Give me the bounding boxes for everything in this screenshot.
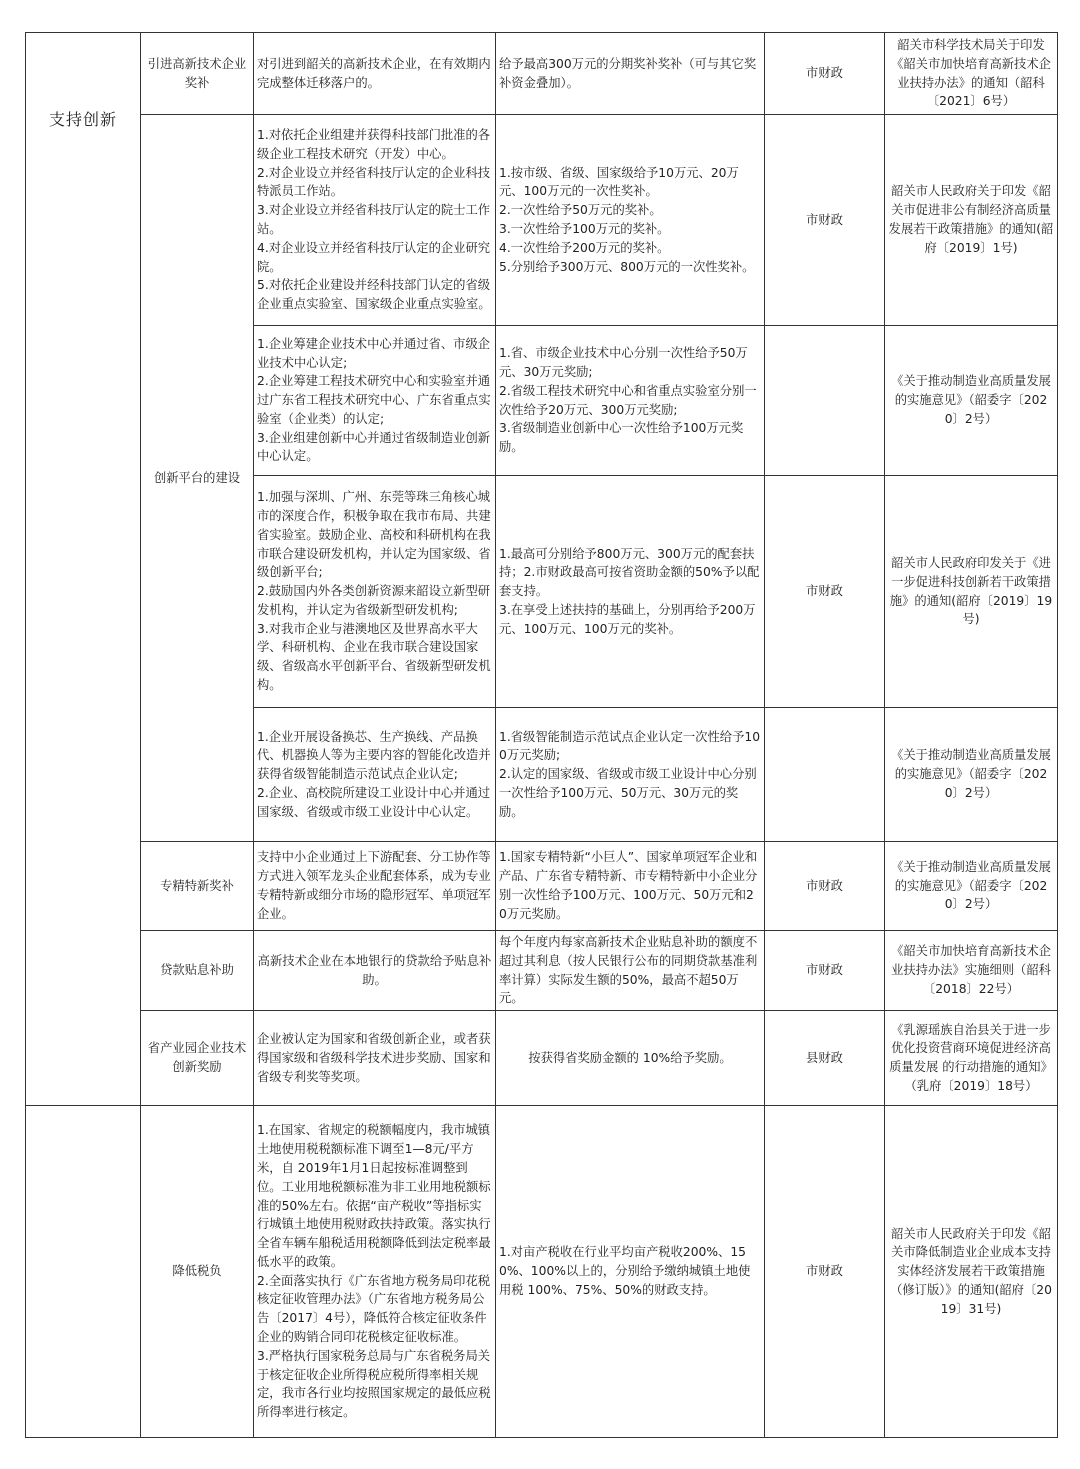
table-row — [26, 115, 1058, 326]
conditions-cell: 1.对依托企业组建并获得科技部门批准的各级企业工程技术研究（开发）中心。 2.对企业设立并经省科技厅认定的企业科技特派员工作站。 3.对企业设立并经省科技厅认定的院士工作站。 4.对企业设立并经省科技厅认定的企业研究院。 5.对依托企业建设并经科技部门认定的省级企业重点实验室、国家级企业重点实验室。 — [254, 115, 496, 326]
category-cell — [26, 1106, 141, 1438]
table-row — [26, 931, 1058, 1011]
conditions-cell: 高新技术企业在本地银行的贷款给予贴息补助。 — [254, 931, 496, 1011]
conditions-cell: 企业被认定为国家和省级创新企业，或者获得国家级和省级科学技术进步奖励、国家和省级专利奖等奖项。 — [254, 1011, 496, 1106]
item-cell: 降低税负 — [141, 1106, 254, 1438]
item-cell: 专精特新奖补 — [141, 842, 254, 931]
item-cell: 省产业园企业技术创新奖励 — [141, 1011, 254, 1106]
table-row — [26, 1106, 1058, 1438]
basis-cell: 《韶关市加快培育高新技术企业扶持办法》实施细则（韶科〔2018〕22号） — [885, 931, 1058, 1011]
category-cell: 支持创新 — [26, 33, 141, 1106]
standard-cell: 1.按市级、省级、国家级给予10万元、20万元、100万元的一次性奖补。 2.一次性给予50万元的奖补。 3.一次性给予100万元的奖补。 4.一次性给予200万元的奖补。 5.分别给予300万元、800万元的一次性奖补。 — [496, 115, 765, 326]
conditions-cell: 1.企业开展设备换芯、生产换线、产品换代、机器换人等为主要内容的智能化改造并获得省级智能制造示范试点企业认定; 2.企业、高校院所建设工业设计中心并通过国家级、省级或市级工业设计中心认定。 — [254, 708, 496, 842]
department-cell: 县财政 — [765, 1011, 885, 1106]
basis-cell: 韶关市科学技术局关于印发《韶关市加快培育高新技术企业扶持办法》的通知（韶科〔2021〕6号） — [885, 33, 1058, 115]
basis-cell: 《关于推动制造业高质量发展的实施意见》（韶委字〔2020〕2号） — [885, 326, 1058, 476]
conditions-cell: 1.加强与深圳、广州、东莞等珠三角核心城市的深度合作，积极争取在我市布局、共建省实验室。鼓励企业、高校和科研机构在我市联合建设研发机构，并认定为国家级、省级创新平台; 2.鼓励国内外各类创新资源来韶设立新型研发机构，并认定为省级新型研发机构; 3.对我市企业与港澳地区及世界高水平大学、科研机构、企业在我市联合建设国家级、省级高水平创新平台、省级新型研发机构。 — [254, 476, 496, 708]
department-cell — [765, 708, 885, 842]
conditions-cell: 对引进到韶关的高新技术企业，在有效期内完成整体迁移落户的。 — [254, 33, 496, 115]
basis-cell: 韶关市人民政府关于印发《韶关市促进非公有制经济高质量发展若干政策措施》的通知(韶府〔2019〕1号) — [885, 115, 1058, 326]
item-cell: 创新平台的建设 — [141, 115, 254, 842]
department-cell — [765, 326, 885, 476]
basis-cell: 韶关市人民政府印发关于《进一步促进科技创新若干政策措施》的通知(韶府〔2019〕19号) — [885, 476, 1058, 708]
conditions-cell: 1.在国家、省规定的税额幅度内，我市城镇土地使用税税额标准下调至1—8元/平方米，自 2019年1月1日起按标准调整到位。工业用地税额标准为非工业用地税额标准的50%左右。依据“亩产税收”等指标实行城镇土地使用税财政扶持政策。落实执行全省车辆车船税适用税额降低到法定税率最低水平的政策。 2.全面落实执行《广东省地方税务局印花税核定征收管理办法》（广东省地方税务局公告〔2017〕4号），降低符合核定征收条件企业的购销合同印花税核定征收标准。 3.严格执行国家税务总局与广东省税务局关于核定征收企业所得税应税所得率相关规定，我市各行业均按照国家规定的最低应税所得率进行核定。 — [254, 1106, 496, 1438]
table-row — [26, 1011, 1058, 1106]
standard-cell: 1.最高可分别给予800万元、300万元的配套扶持；2.市财政最高可按省资助金额的50%予以配套支持。 3.在享受上述扶持的基础上，分别再给予200万元、100万元、100万元的奖补。 — [496, 476, 765, 708]
item-cell: 引进高新技术企业奖补 — [141, 33, 254, 115]
standard-cell: 每个年度内每家高新技术企业贴息补助的额度不超过其利息（按人民银行公布的同期贷款基准利率计算）实际发生额的50%，最高不超50万元。 — [496, 931, 765, 1011]
item-cell: 贷款贴息补助 — [141, 931, 254, 1011]
department-cell: 市财政 — [765, 476, 885, 708]
conditions-cell: 1.企业筹建企业技术中心并通过省、市级企业技术中心认定; 2.企业筹建工程技术研究中心和实验室并通过广东省工程技术研究中心、广东省重点实验室（企业类）的认定; 3.企业组建创新中心并通过省级制造业创新中心认定。 — [254, 326, 496, 476]
table-row — [26, 33, 1058, 115]
department-cell: 市财政 — [765, 33, 885, 115]
standard-cell: 1.省、市级企业技术中心分别一次性给予50万元、30万元奖励; 2.省级工程技术研究中心和省重点实验室分别一次性给予20万元、300万元奖励; 3.省级制造业创新中心一次性给予100万元奖励。 — [496, 326, 765, 476]
basis-cell: 《关于推动制造业高质量发展的实施意见》（韶委字〔2020〕2号） — [885, 708, 1058, 842]
standard-cell: 给予最高300万元的分期奖补奖补（可与其它奖补资金叠加）。 — [496, 33, 765, 115]
standard-cell: 按获得省奖励金额的 10%给予奖励。 — [496, 1011, 765, 1106]
standard-cell: 1.对亩产税收在行业平均亩产税收200%、150%、100%以上的，分别给予缴纳城镇土地使用税 100%、75%、50%的财政支持。 — [496, 1106, 765, 1438]
basis-cell: 韶关市人民政府关于印发《韶关市降低制造业企业成本支持实体经济发展若干政策措施（修订版）》的通知(韶府〔2019〕31号) — [885, 1106, 1058, 1438]
department-cell: 市财政 — [765, 931, 885, 1011]
basis-cell: 《乳源瑶族自治县关于进一步优化投资营商环境促进经济高质量发展 的行动措施的通知》（乳府〔2019〕18号） — [885, 1011, 1058, 1106]
department-cell: 市财政 — [765, 1106, 885, 1438]
department-cell: 市财政 — [765, 115, 885, 326]
table-row — [26, 842, 1058, 931]
conditions-cell: 支持中小企业通过上下游配套、分工协作等方式进入领军龙头企业配套体系，成为专业专精特新或细分市场的隐形冠军、单项冠军企业。 — [254, 842, 496, 931]
basis-cell: 《关于推动制造业高质量发展的实施意见》（韶委字〔2020〕2号） — [885, 842, 1058, 931]
standard-cell: 1.省级智能制造示范试点企业认定一次性给予100万元奖励; 2.认定的国家级、省级或市级工业设计中心分别一次性给予100万元、50万元、30万元的奖励。 — [496, 708, 765, 842]
department-cell: 市财政 — [765, 842, 885, 931]
policy-table — [25, 32, 1058, 1438]
standard-cell: 1.国家专精特新“小巨人”、国家单项冠军企业和产品、广东省专精特新、市专精特新中小企业分别一次性给予100万元、100万元、50万元和20万元奖励。 — [496, 842, 765, 931]
